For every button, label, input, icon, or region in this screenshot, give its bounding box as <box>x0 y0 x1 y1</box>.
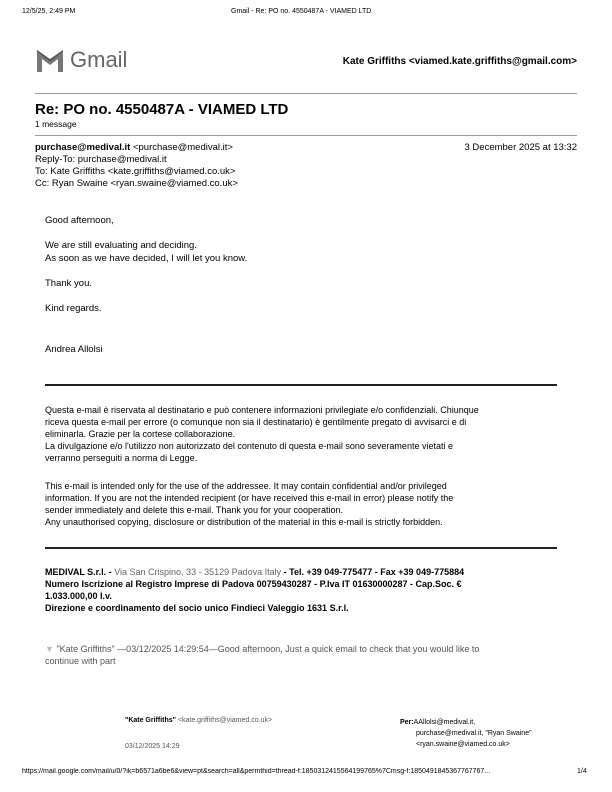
gmail-wordmark: Gmail <box>70 47 128 72</box>
body-thanks: Thank you. <box>45 278 92 289</box>
page-number: 1/4 <box>577 768 587 775</box>
body-greeting: Good afternoon, <box>45 215 114 226</box>
body-signature: Andrea Allolsi <box>45 344 103 355</box>
company-address-link[interactable]: Via San Crispino, 33 - 35129 Padova Italy <box>114 567 282 577</box>
quoted-date: 03/12/2025 14:29 <box>125 743 180 750</box>
message-date: 3 December 2025 at 13:32 <box>464 142 577 153</box>
body-line: We are still evaluating and deciding. <box>45 240 197 251</box>
account-info: Kate Griffiths <viamed.kate.griffiths@gmail.com> <box>342 56 577 67</box>
sender: purchase@medival.it <purchase@medival.it> <box>35 142 233 153</box>
body-line: As soon as we have decided, I will let you know. <box>45 253 248 264</box>
quoted-sender: "Kate Griffiths" <kate.griffiths@viamed.co.uk> <box>125 717 273 724</box>
gmail-m-icon <box>35 48 65 72</box>
collapse-triangle-icon[interactable]: ▼ <box>45 644 54 654</box>
disclaimer-english: This e-mail is intended only for the use of the addressee. It may contain confidential and/or privileged information. If you are not the intended recipient (or have received this e-mail in error) please notify the sender immediately and delete this e-mail. Thank you for your cooperation. Any unauthorised copying, disclosure or distribution of the material in this e-mail is strictly forbidden. <box>45 481 454 527</box>
cc-line: Cc: Ryan Swaine <ryan.swaine@viamed.co.uk> <box>35 178 238 189</box>
to-line: To: Kate Griffiths <kate.griffiths@viamed.co.uk> <box>35 166 236 177</box>
quoted-preview[interactable]: ▼ "Kate Griffiths" —03/12/2025 14:29:54—Good afternoon, Just a quick email to check that you would like to continue with part <box>45 644 480 666</box>
thread-subject: Re: PO no. 4550487A - VIAMED LTD <box>35 101 289 118</box>
body-closing: Kind regards. <box>45 303 102 314</box>
print-title: Gmail - Re: PO no. 4550487A - VIAMED LTD <box>231 8 372 15</box>
company-footer: MEDIVAL S.r.l. - Via San Crispino, 33 - 35129 Padova Italy - Tel. +39 049-775477 - Fax +39 049-775884 Numero Iscrizione al Registro Imprese di Padova 00759430287 - P.Iva IT 01630000287 - Cap.Soc. € 1.033.000,00 I.v. Direzione e coordinamento del socio unico Findieci Valeggio 1631 S.r.l. <box>45 567 465 613</box>
quoted-recipients: Per:AAllolsi@medival.it, purchase@medival.it, "Ryan Swaine" <ryan.swaine@viamed.co.uk> <box>400 719 532 748</box>
gmail-logo[interactable] <box>35 47 127 73</box>
message-count: 1 message <box>35 119 77 129</box>
reply-to: Reply-To: purchase@medival.it <box>35 154 167 165</box>
disclaimer-italian: Questa e-mail è riservata al destinatario e può contenere informazioni privilegiate e/o confidenziali. Chiunque riceva questa e-mail per errore (o comunque non sia il destinatario) è gentilmente pregato di avvisarci e di eliminarla. Grazie per la cortese collaborazione. La divulgazione e/o l'utilizzo non autorizzato del contenuto di questa e-mail sono severamente vietati e verranno perseguiti a norma di Legge. <box>45 405 479 463</box>
print-url: https://mail.google.com/mail/u/0/?ik=b6571a6be6&view=pt&search=all&permthid=thread-f:1850312415564199765%7Cmsg-f:1850491845367767767... <box>22 768 491 775</box>
print-datetime: 12/5/25, 2:49 PM <box>22 8 76 15</box>
